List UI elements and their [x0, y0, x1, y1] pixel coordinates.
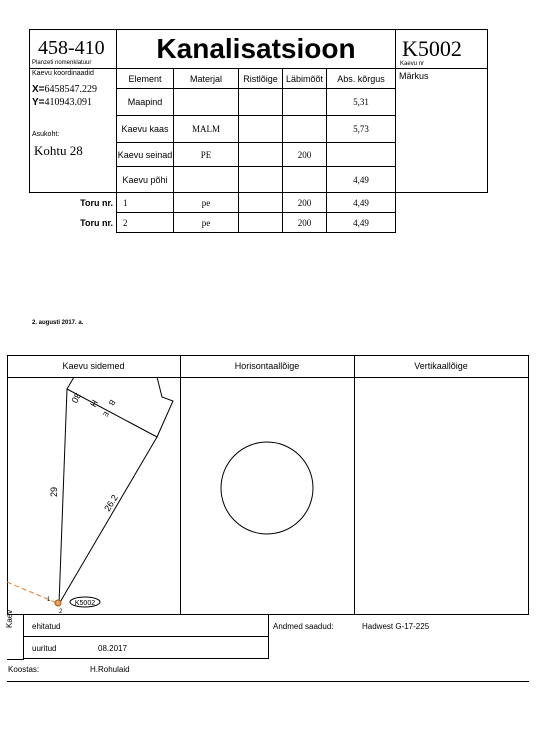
- horizontal-section-drawing: [180, 377, 354, 614]
- col-header-element: Element: [117, 69, 174, 89]
- row-section: [239, 116, 283, 143]
- dim-label-diag: 26.2: [102, 492, 120, 514]
- row-diameter: 200: [283, 143, 327, 167]
- well-id-value: K5002: [402, 36, 462, 61]
- pipe-label: Toru nr.: [80, 217, 113, 228]
- row-section: [239, 89, 283, 116]
- coords-label: Kaevu koordinaadid: [32, 70, 94, 77]
- dim-label-left: 29: [49, 486, 59, 497]
- well-section-circle: [221, 442, 313, 534]
- row-diameter: [283, 116, 327, 143]
- col-header-diameter: Läbimõõt: [283, 69, 327, 89]
- tie-line-diag: [59, 437, 157, 604]
- pipe-empty: [396, 213, 488, 233]
- author-value: H.Rohulaid: [90, 665, 130, 674]
- row-material: MALM: [174, 116, 239, 143]
- status-built: ehitatud: [32, 622, 61, 631]
- tie-sketch: [7, 377, 180, 614]
- row-element: Maapind: [117, 89, 174, 116]
- nomenclature-value: 458-410: [38, 37, 105, 59]
- pipe-diameter: 200: [283, 193, 327, 213]
- col-header-height: Abs. kõrgus: [327, 69, 396, 89]
- col-header-notes: Märkus: [399, 71, 429, 81]
- well-symbol: [55, 600, 61, 606]
- status-surveyed-date: 08.2017: [98, 644, 127, 653]
- well-tag-label: K5002: [74, 600, 96, 607]
- coord-y-row: [32, 97, 92, 108]
- row-height: 5,31: [327, 89, 396, 116]
- pipe-height: 4,49: [327, 213, 396, 233]
- coord-x-label: X=: [32, 84, 45, 95]
- source-value: Hadwest G-17-225: [362, 622, 430, 631]
- dim-label-top: 30: [69, 391, 83, 405]
- row-element: Kaevu seinad: [117, 143, 174, 167]
- pipe-row: [30, 193, 488, 213]
- building-label-e: E: [100, 410, 110, 418]
- row-diameter: [283, 167, 327, 193]
- coord-x-value: 6458547.229: [44, 84, 98, 95]
- pipe-diameter: 200: [283, 213, 327, 233]
- coord-x-row: [32, 84, 97, 95]
- nomenclature-label: Planzeti nomenklatuur: [32, 60, 92, 66]
- col-title-ties: Kaevu sidemed: [62, 361, 125, 371]
- pipe-nr: 1: [117, 193, 174, 213]
- status-surveyed: uuritud: [32, 644, 57, 653]
- coord-y-value: 410943.091: [44, 97, 93, 108]
- row-section: [239, 167, 283, 193]
- coord-y-label: Y=: [32, 97, 45, 108]
- date-label: 2. augusti 2017. a.: [32, 320, 84, 326]
- row-element: Kaevu kaas: [117, 116, 174, 143]
- row-height: [327, 143, 396, 167]
- address-value: Kohtu 28: [34, 143, 83, 158]
- pipe-row: [30, 213, 488, 233]
- row-diameter: [283, 89, 327, 116]
- pipe-height: 4,49: [327, 193, 396, 213]
- source-label: Andmed saadud:: [273, 622, 334, 631]
- col-header-section: Ristlõige: [239, 69, 283, 89]
- row-section: [239, 143, 283, 167]
- pipe-material: pe: [174, 193, 239, 213]
- coords-cell: [30, 69, 117, 193]
- pipe-section: [239, 193, 283, 213]
- tie-line-left: [59, 389, 67, 604]
- row-material: [174, 89, 239, 116]
- kaev-label: Kaev: [5, 609, 14, 628]
- notes-cell: [396, 69, 488, 193]
- well-id-cell: [396, 30, 488, 69]
- tie-label-2: 2: [59, 609, 63, 614]
- col-title-horizontal: Horisontaallõige: [234, 361, 300, 371]
- pipe-nr: 2: [117, 213, 174, 233]
- row-material: [174, 167, 239, 193]
- pipe-label: Toru nr.: [80, 197, 113, 208]
- building-label-h: H: [88, 398, 100, 409]
- row-height: 5,73: [327, 116, 396, 143]
- col-header-material: Materjal: [174, 69, 239, 89]
- address-label: Asukoht:: [32, 131, 60, 138]
- row-material: PE: [174, 143, 239, 167]
- author-label: Koostas:: [8, 665, 40, 674]
- pipe-section: [239, 213, 283, 233]
- tie-label-1: 1: [47, 597, 51, 603]
- building-label-b: B: [106, 398, 118, 408]
- building-outline: [67, 377, 173, 437]
- page-title: Kanalisatsioon: [156, 33, 356, 64]
- pipe-material: pe: [174, 213, 239, 233]
- pipe-empty: [396, 193, 488, 213]
- col-title-vertical: Vertikaallõige: [414, 361, 468, 371]
- row-element: Kaevu põhi: [117, 167, 174, 193]
- nomenclature-cell: [30, 30, 117, 69]
- title-cell: [117, 30, 396, 69]
- well-id-label: Kaevu nr: [400, 61, 425, 67]
- well-form-table: [29, 29, 488, 233]
- row-height: 4,49: [327, 167, 396, 193]
